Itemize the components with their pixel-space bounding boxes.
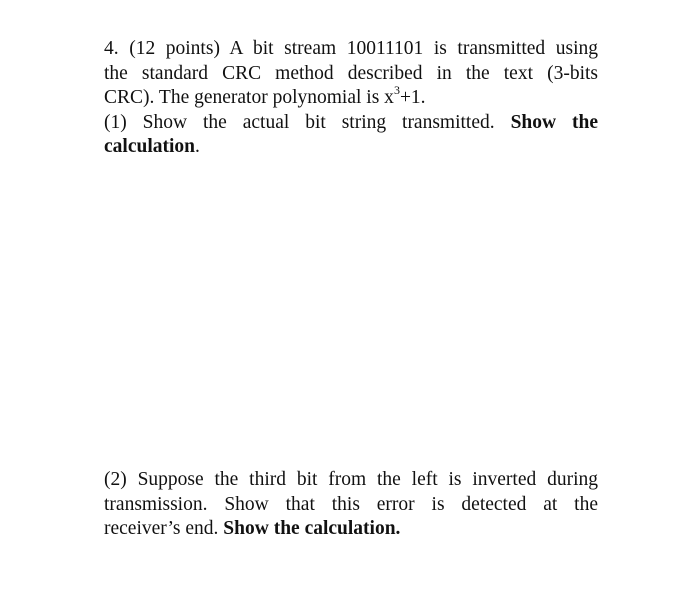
part-2-line-2: transmission. Show that this error is detected at the <box>104 493 598 515</box>
generator-exponent: 3 <box>393 82 400 97</box>
generator-suffix: +1. <box>399 87 426 108</box>
question-4-part-2 <box>104 468 598 542</box>
part-1-instruction-bold-cont: calculation <box>104 136 195 157</box>
question-line-2: the standard CRC method described in the text (3-bits <box>104 62 598 84</box>
part-1-line-2 <box>104 135 598 160</box>
part-1-prompt: (1) Show the actual bit string transmitted. <box>104 111 495 133</box>
question-line-1: 4. (12 points) A bit stream 10011101 is transmitted using <box>104 38 598 59</box>
part-1-instruction-bold: Show the <box>510 111 598 133</box>
part-2-receiver-text: receiver’s end. <box>104 518 219 539</box>
generator-prefix: CRC). The generator polynomial is x <box>104 87 394 108</box>
part-1-period: . <box>195 136 200 157</box>
part-2-line-3 <box>104 517 598 542</box>
part-2-instruction-bold: Show the calculation. <box>223 518 401 539</box>
generator-polynomial-line <box>104 82 598 111</box>
part-1-line <box>104 111 598 136</box>
question-4-statement <box>104 37 598 160</box>
part-2-line-1: (2) Suppose the third bit from the left is inverted during <box>104 469 598 490</box>
